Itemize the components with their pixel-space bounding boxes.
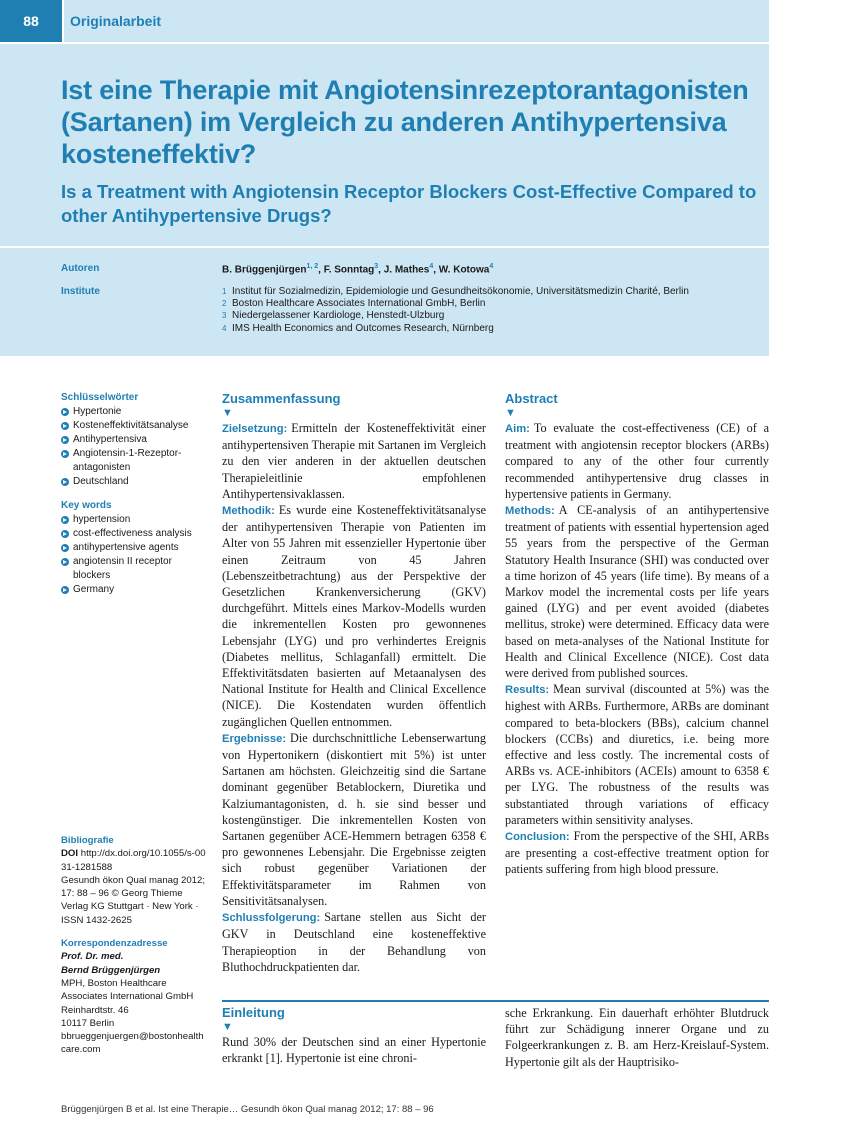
bibliography-heading: Bibliografie [61,835,114,846]
keyword-item: cost-effectiveness analysis [61,527,211,541]
abstract-section [505,681,769,828]
institute-item [222,310,689,322]
triangle-down-icon: ▼ [222,1021,233,1033]
title-english: Is a Treatment with Angiotensin Receptor Blockers Cost-Effective Compared to other Antihypertensive Drugs? [61,181,757,226]
section-label: Aim: [505,423,530,435]
einleitung-column-1 [222,1005,486,1066]
zusammenfassung-section [222,909,486,975]
section-text: Sartane stellen aus Sicht der GKV in Deutschland eine kosteneffektive Therapieoption in der Behandlung von Bluthochdruckpatienten dar. [222,910,486,974]
einleitung-text: Rund 30% der Deutschen sind an einer Hypertonie erkrankt [1]. Hypertonie ist eine chroni- [222,1035,486,1066]
abstract-heading: Abstract [505,391,558,406]
correspondence-email[interactable]: bbrueggenjuergen@bostonhealthcare.com [61,1031,204,1056]
author-name: B. Brüggenjürgen [222,264,307,276]
section-label: Conclusion: [505,831,570,844]
author-affiliation: 3 [374,263,379,270]
author-name: W. Kotowa [438,264,490,276]
section-label: Ergebnisse: [222,732,287,745]
doi-link[interactable]: http://dx.doi.org/10.1055/s-0031-1281588 [61,848,206,873]
keyword-item: angiotensin II receptor blockers [61,555,211,583]
abstract-section [505,420,769,502]
citation: Gesundh ökon Qual manag 2012; 17: 88 – 96 © Georg Thieme Verlag KG Stuttgart · New York · ISSN 1432-2625 [61,874,206,926]
page-number: 88 [0,0,62,42]
zusammenfassung-column [222,391,486,975]
institute-item [222,323,689,335]
section-label: Zielsetzung: [222,423,288,435]
section-text: A CE-analysis of an antihypertensive treatment of patients with essential hypertension aged 55 years from the perspective of the German Statutory Health Insurance (SHI) was conducted over a time horizon of 45 years (life time). By means of a Markov model the incremental costs per life years gained (LYG) and per event avoided (diabetes mellitus, stroke) were determined. Efficacy data were based on meta-analyses of the National Institute for Health and Clinical Excellence (NICE). Cost data were derived from published sources. [505,503,769,681]
section-text: Die durchschnittliche Lebenserwartung von Hypertonikern (diskontiert mit 5%) ist unter Sartanen am höchsten. Gleichzeitig sind die Sartane dominant gegenüber Betablockern, Diuretika und Kalziumantagonisten, d. h. sie sind besser und kostengünstiger. Die inkrementellen Kosten von Sartanen gegenüber ACE-Hemmern betragen 6358 € pro gewonnenes Lebensjahr. Die Ergebnisse zeigten sich robust gegenüber Variationen der Effektivitätsparameter im Rahmen von Sensitivitätsanalysen. [222,730,486,908]
author-name: J. Mathes [383,264,430,276]
institute-number: 1 [222,287,227,296]
institutes-label: Institute [61,286,100,297]
institute-item [222,286,689,298]
abstract-column [505,391,769,878]
section-label: Schlussfolgerung: [222,912,321,925]
correspondence-title: Prof. Dr. med. [61,951,124,963]
author-affiliation: 4 [489,263,494,270]
author-affiliation: 1, 2 [306,263,319,270]
institute-number: 2 [222,299,227,309]
doi-line [61,847,207,874]
author-list: B. Brüggenjürgen$^{1, 2}$, F. Sonntag$^3$, J. Mathes$^4$, W. Kotowa$^4$ [222,263,494,276]
title-block [0,44,769,246]
keyword-item: Hypertonie [61,405,211,419]
section-label: Results: [505,684,550,697]
institute-number: 4 [222,323,227,333]
section-label: Methodik: [222,505,275,518]
abstract-section [505,828,769,878]
einleitung-heading: Einleitung [222,1005,285,1020]
correspondence-heading: Korrespondenzadresse [61,938,168,950]
correspondence-name: Bernd Brüggenjürgen [61,964,161,976]
institute-text: Boston Healthcare Associates International GmbH, Berlin [232,298,486,310]
keyword-item: Germany [61,583,211,597]
keywords-de-heading: Schlüsselwörter [61,392,139,403]
keyword-item: Kosteneffektivitätsanalyse [61,419,211,433]
zusammenfassung-section [222,420,486,502]
keyword-item: Deutschland [61,475,211,489]
einleitung-column-2 [505,1005,769,1070]
section-text: To evaluate the cost-effectiveness (CE) of a treatment with angiotensin receptor blockers (ARBs) compared to any of the other four currently recommended antihypertensive drug classes in hypertensive patients in Germany. [505,421,769,501]
keywords-de-list [61,405,211,489]
keywords-en-heading: Key words [61,500,112,511]
institute-text: Institut für Sozialmedizin, Epidemiologie und Gesundheitsökonomie, Universitätsmedizin Charité, Berlin [232,286,689,297]
section-label: Methods: [505,505,555,518]
triangle-down-icon: ▼ [505,407,516,419]
correspondence-line: Reinhardtstr. 46 [61,1004,129,1016]
keywords-sidebar [61,391,211,597]
section-divider [222,1000,769,1002]
institute-list [222,286,689,335]
institute-item [222,298,689,310]
bibliography-sidebar [61,834,207,1057]
section-text: Mean survival (discounted at 5%) was the highest with ARBs. Furthermore, ARBs are dominant compared to beta-blockers (BBs), calcium channel blockers (CCBs) and diuretics, i.e. being more effective and less costly. The incremental costs of ARBs vs. ACE-inhibitors (ACEIs) amount to 6358 € per LYG. The robustness of the results was substantiated through variations of efficacy parameters within sensitivity analyses. [505,682,769,827]
section-text: From the perspective of the SHI, ARBs are presenting a cost-effective treatment option for patients suffering from high blood pressure. [505,829,769,877]
zusammenfassung-section [222,730,486,909]
section-text: Ermitteln der Kosteneffektivität einer antihypertensiven Therapie mit Sartanen im Vergleich zu den vier anderen in der aktuellen deutschen Therapieleitlinie empfohlenen Antihypertensivaklassen. [222,421,486,501]
correspondence-line: MPH, Boston Healthcare Associates International GmbH [61,977,194,1003]
institute-text: IMS Health Economics and Outcomes Research, Nürnberg [232,322,494,334]
keyword-item: Antihypertensiva [61,433,211,447]
page-footer: Brüggenjürgen B et al. Ist eine Therapie… Gesundh ökon Qual manag 2012; 17: 88 – 96 [61,1104,434,1115]
keywords-en-list [61,513,211,597]
einleitung-text: sche Erkrankung. Ein dauerhaft erhöhter Blutdruck führt zur Schädigung innerer Organe und zu Folgeerkrankungen z. B. am Herz-Kreislauf-System. Hypertonie gilt als der Hauptrisiko- [505,1006,769,1069]
section-label: Originalarbeit [62,0,769,42]
abstract-section [505,502,769,681]
triangle-down-icon: ▼ [222,407,233,419]
correspondence-line: 10117 Berlin [61,1017,115,1029]
doi-label: DOI [61,848,79,860]
authors-label: Autoren [61,263,100,274]
title-german: Ist eine Therapie mit Angiotensinrezeptorantagonisten (Sartanen) im Vergleich zu anderen Antihypertensiva kosteneffektiv? [61,75,749,169]
author-name: F. Sonntag [323,264,375,276]
institute-text: Niedergelassener Kardiologe, Henstedt-Ulzburg [232,310,445,322]
running-header [0,0,849,42]
zusammenfassung-section [222,502,486,730]
keyword-item: hypertension [61,513,211,527]
institute-number: 3 [222,311,227,321]
author-affiliation: 4 [429,263,434,270]
author-block [0,248,769,356]
keyword-item: Angiotensin-1-Rezeptor-antagonisten [61,447,211,475]
keyword-item: antihypertensive agents [61,541,211,555]
section-text: Es wurde eine Kosteneffektivitätsanalyse der antihypertensiven Therapie von Patienten im Alter von 55 Jahren mit essenzieller Hypertonie über einen Zeitraum von 45 Jahren (Lebenszeitbetrachtung) aus der Perspektive der Gesetzlichen Krankenversicherung (GKV) durchgeführt. Mittels eines Markov-Modells wurden die inkrementellen Kosten pro gewonnenes Lebensjahr (LYG) und pro verhindertes Ereignis (Diabetes mellitus, Schlaganfall) ermittelt. Die Effektivitätsdaten basierten auf Metaanalysen des National Institute for Health and Clinical Excellence (NICE). Die Kostendaten wurden öffentlich zugänglichen Quellen entnommen. [222,503,486,729]
zusammenfassung-heading: Zusammenfassung [222,391,341,406]
